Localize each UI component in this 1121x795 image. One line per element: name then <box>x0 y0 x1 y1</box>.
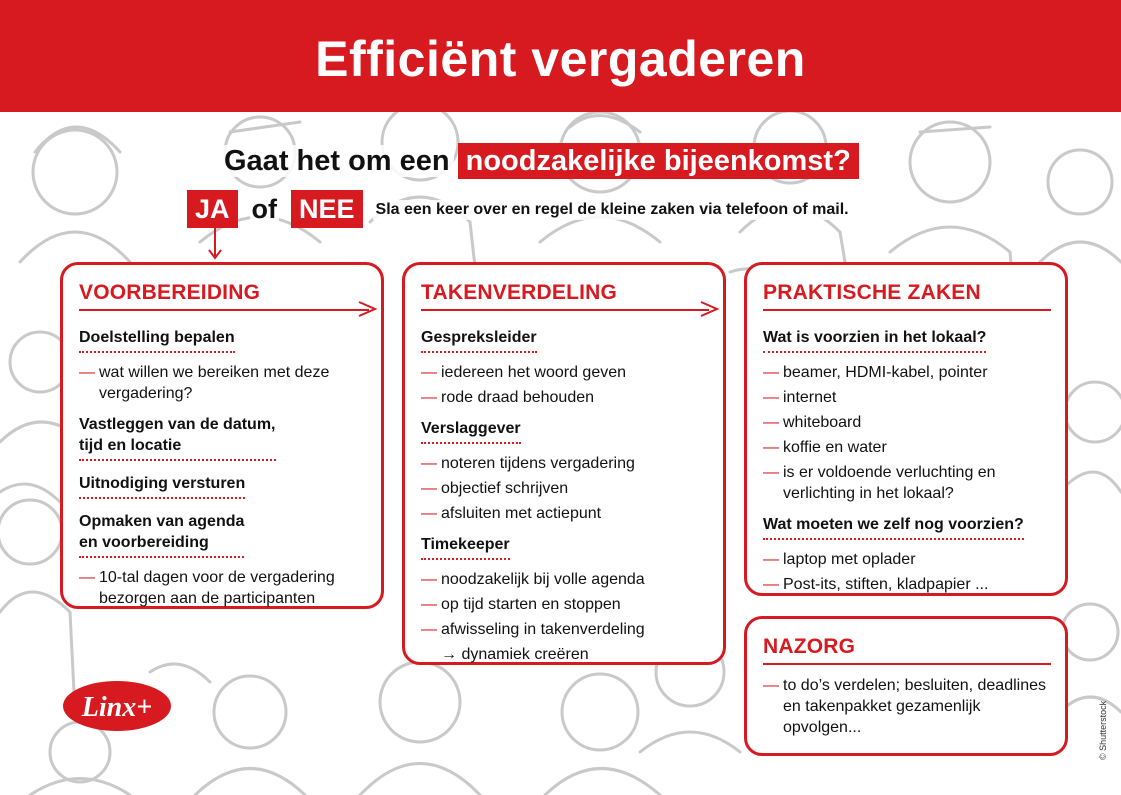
list-item: — to do’s verdelen; besluiten, deadlines en takenpakket gezamenlijk opvolgen... <box>763 675 1051 738</box>
list-item: — is er voldoende verluchting en verlichting in het lokaal? <box>763 462 1051 504</box>
list-item: — noodzakelijk bij volle agenda <box>421 569 709 590</box>
sub-agenda: Opmaken van agenda en voorbereiding <box>79 511 244 558</box>
list-item: — Post-its, stiften, kladpapier ... <box>763 574 1051 595</box>
copyright-note: © Shutterstock <box>1098 700 1108 760</box>
question-line <box>220 145 859 178</box>
title-rule <box>421 309 709 311</box>
sub-doelstelling: Doelstelling bepalen <box>79 327 235 353</box>
list-item: — laptop met oplader <box>763 549 1051 570</box>
sub-zelf-voorzien: Wat moeten we zelf nog voorzien? <box>763 514 1024 540</box>
header-banner <box>0 0 1121 112</box>
card-praktische-zaken <box>744 262 1068 596</box>
list-item: — beamer, HDMI-kabel, pointer <box>763 362 1051 383</box>
list-subitem: → dynamiek creëren <box>441 646 589 663</box>
right-arrow-icon <box>355 300 379 318</box>
list-item: — koffie en water <box>763 437 1051 458</box>
right-arrow-icon <box>697 300 721 318</box>
card-takenverdeling <box>402 262 726 665</box>
list-item: — op tijd starten en stoppen <box>421 594 709 615</box>
list-item: — internet <box>763 387 1051 408</box>
linx-logo <box>62 680 172 732</box>
nee-explanation: Sla een keer over en regel de kleine zaken via telefoon of mail. <box>373 200 852 220</box>
list-item: — rode draad behouden <box>421 387 709 408</box>
title-rule <box>763 309 1051 311</box>
question-prefix: Gaat het om een <box>220 145 454 177</box>
title-rule <box>79 309 369 311</box>
question-highlight: noodzakelijke bijeenkomst? <box>458 143 859 179</box>
of-label: of <box>251 194 277 224</box>
page-title: Efficiënt vergaderen <box>315 31 806 87</box>
card-title-praktisch: PRAKTISCHE ZAKEN <box>763 281 981 304</box>
list-item: — objectief schrijven <box>421 478 709 499</box>
card-title-takenverdeling: TAKENVERDELING <box>421 281 618 304</box>
list-item: — 10-tal dagen voor de vergadering bezorgen aan de participanten <box>79 567 367 609</box>
card-title-nazorg: NAZORG <box>763 635 856 658</box>
sub-uitnodiging: Uitnodiging versturen <box>79 473 245 499</box>
list-item: — whiteboard <box>763 412 1051 433</box>
nee-box: NEE <box>291 190 363 228</box>
list-item: — wat willen we bereiken met deze vergadering? <box>79 362 367 404</box>
list-item: — iedereen het woord geven <box>421 362 709 383</box>
ja-down-arrow-icon <box>207 226 223 262</box>
logo-text: Linx+ <box>81 692 153 723</box>
ja-box: JA <box>187 190 238 228</box>
card-voorbereiding <box>60 262 384 609</box>
card-nazorg <box>744 616 1068 756</box>
list-item: — afsluiten met actiepunt <box>421 503 709 524</box>
card-title-voorbereiding: VOORBEREIDING <box>79 281 261 304</box>
sub-gespreksleider: Gespreksleider <box>421 327 537 353</box>
sub-timekeeper: Timekeeper <box>421 534 510 560</box>
list-item: — noteren tijdens vergadering <box>421 453 709 474</box>
title-rule <box>763 663 1051 665</box>
sub-lokaal: Wat is voorzien in het lokaal? <box>763 327 986 353</box>
list-item: — afwisseling in takenverdeling <box>421 619 709 640</box>
sub-vastleggen: Vastleggen van de datum, tijd en locatie <box>79 414 276 461</box>
choice-row <box>187 190 852 228</box>
sub-verslaggever: Verslaggever <box>421 418 521 444</box>
